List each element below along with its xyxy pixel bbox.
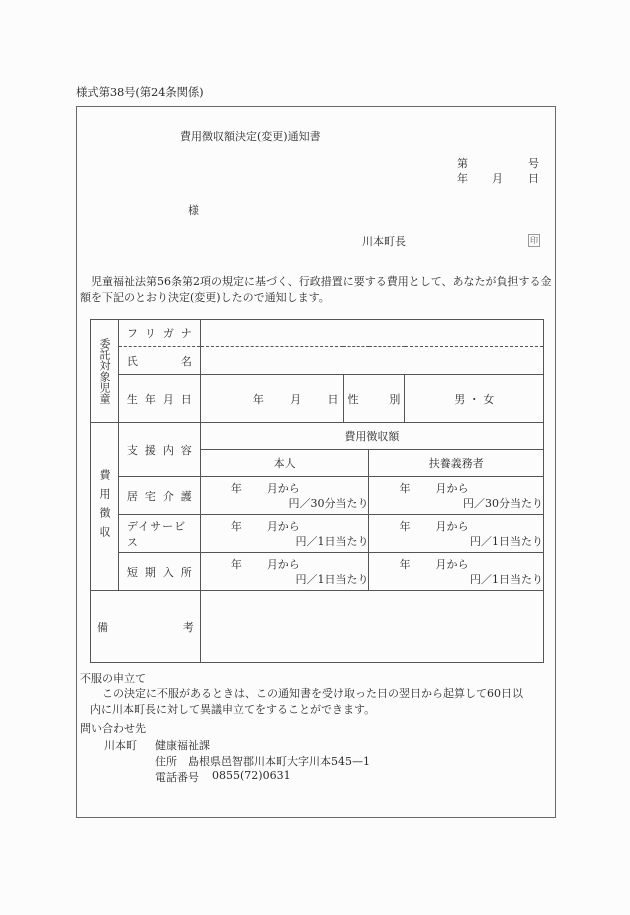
objection-body: この決定に不服があるときは、この通知書を受け取った日の翌日から起算して60日以 内に川本町長に対して異議申立てをすることができます。 xyxy=(90,687,523,716)
furigana-label: フ リ ガ ナ xyxy=(118,320,200,347)
service-header: 支 援 内 容 xyxy=(118,423,200,477)
fee-table xyxy=(90,319,544,663)
service-day-service: デイサービス xyxy=(118,515,200,553)
form-number: 様式第38号(第24条関係) xyxy=(76,85,204,99)
seal-icon: 印 xyxy=(530,236,538,245)
home-care-self-amount[interactable]: 年 月から 円／30分当たり xyxy=(200,477,369,515)
fee-amount-header: 費用徴収額 xyxy=(200,423,543,450)
home-care-guardian-amount[interactable]: 年 月から 円／30分当たり xyxy=(369,477,544,515)
column-guardian-header: 扶養義務者 xyxy=(369,450,544,477)
contact-title: 問い合わせ先 xyxy=(80,722,146,735)
remarks-field[interactable] xyxy=(200,591,543,663)
short-stay-guardian-amount[interactable]: 年 月から 円／1日当たり xyxy=(369,553,544,591)
day-service-self-amount[interactable]: 年 月から 円／1日当たり xyxy=(200,515,369,553)
date-day: 日 xyxy=(528,172,539,185)
fee-section-label: 費用徴収 xyxy=(91,423,119,591)
gender-label: 性 別 xyxy=(343,375,405,423)
remarks-label: 備 考 xyxy=(91,591,201,663)
day-service-guardian-amount[interactable]: 年 月から 円／1日当たり xyxy=(369,515,544,553)
document-title: 費用徴収額決定(変更)通知書 xyxy=(180,130,321,143)
birthdate-field[interactable]: 年 月 日 xyxy=(200,375,343,423)
contact-address-label: 住所 xyxy=(155,755,177,768)
service-home-care: 居 宅 介 護 xyxy=(118,477,200,515)
doc-number-suffix: 号 xyxy=(528,157,539,170)
birthdate-label: 生 年 月 日 xyxy=(118,375,200,423)
contact-phone-label: 電話番号 xyxy=(155,771,199,784)
child-section-label: 委託対象児童 xyxy=(91,320,119,423)
short-stay-self-amount[interactable]: 年 月から 円／1日当たり xyxy=(200,553,369,591)
contact-phone: 0855(72)0631 xyxy=(212,769,291,782)
gender-field[interactable]: 男 ・ 女 xyxy=(405,375,544,423)
name-label: 氏 名 xyxy=(118,347,200,375)
service-short-stay: 短 期 入 所 xyxy=(118,553,200,591)
column-self-header: 本人 xyxy=(200,450,369,477)
addressee-suffix: 様 xyxy=(188,204,199,217)
contact-department: 健康福祉課 xyxy=(155,739,210,752)
objection-title: 不服の申立て xyxy=(80,672,146,685)
intro-text: 児童福祉法第56条第2項の規定に基づく、行政措置に要する費用として、あなたが負担する金額を下記のとおり決定(変更)したので通知します。 xyxy=(80,275,552,304)
contact-town: 川本町 xyxy=(104,739,137,752)
name-field[interactable] xyxy=(200,347,543,375)
date-year: 年 xyxy=(457,172,468,185)
date-month: 月 xyxy=(492,172,503,185)
doc-number-prefix: 第 xyxy=(457,157,468,170)
issuer: 川本町長 xyxy=(362,235,406,248)
furigana-field[interactable] xyxy=(200,320,543,347)
contact-address: 島根県邑智郡川本町大字川本545—1 xyxy=(188,755,370,768)
